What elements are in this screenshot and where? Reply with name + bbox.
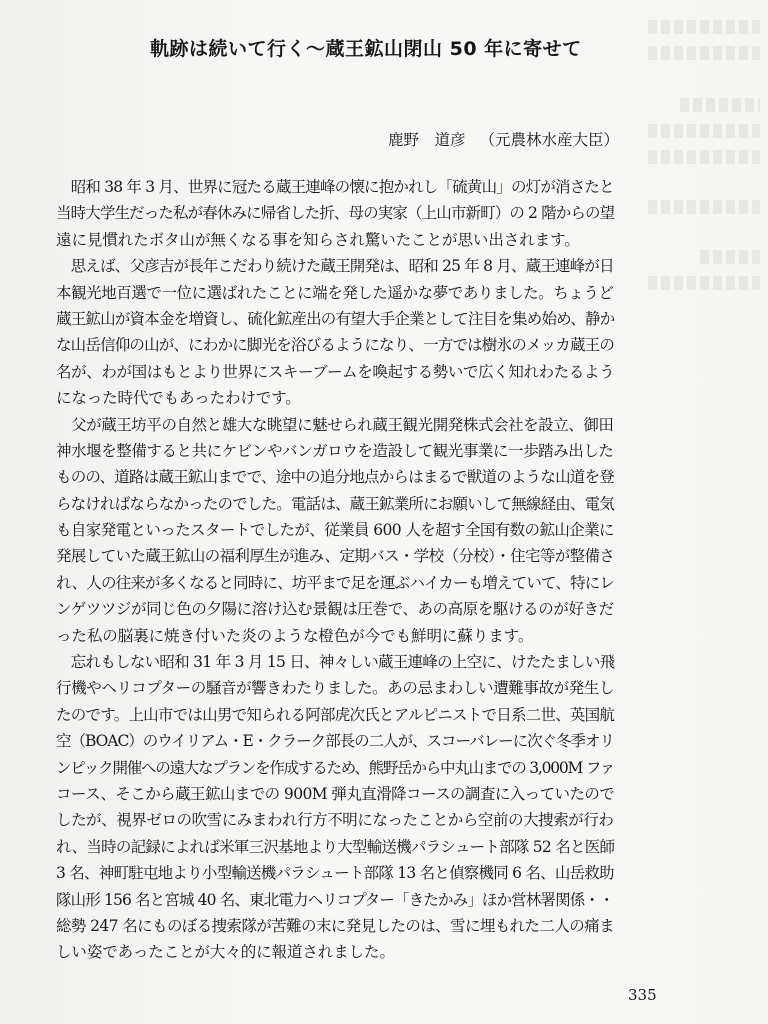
body-text-line: 本観光地百選で一位に選ばれたことに端を発した遥かな夢でありました。ちょうど xyxy=(56,283,614,302)
author-byline xyxy=(388,128,619,150)
body-text-line: 父が蔵王坊平の自然と雄大な眺望に魅せられ蔵王観光開発株式会社を設立、御田 xyxy=(56,415,614,434)
body-text-line: った私の脳裏に焼き付いた炎のような橙色が今でも鮮明に蘇ります。 xyxy=(56,626,534,645)
body-text-line: 行機やヘリコプターの騒音が響きわたりました。あの忌まわしい遭難事故が発生し xyxy=(56,679,615,698)
body-text-line: 遠に見慣れたボタ山が無くなる事を知らされ驚いたことが思い出されます。 xyxy=(56,230,580,249)
body-text-line: 空（BOAC）のウイリアム・E・クラーク部長の二人が、スコーバレーに次ぐ冬季オリ xyxy=(56,732,614,751)
bleed-through-mark xyxy=(680,98,760,112)
bleed-through-mark xyxy=(648,150,760,164)
article-body xyxy=(56,174,616,966)
author-name: 鹿野 道彦 xyxy=(388,131,466,149)
page-number: 335 xyxy=(628,986,657,1004)
body-text-line: れ、当時の記録によれば米軍三沢基地より大型輸送機パラシュート部隊 52 名と医師 xyxy=(56,837,615,856)
body-text-line: 当時大学生だった私が春休みに帰省した折、母の実家（上山市新町）の 2 階からの望 xyxy=(56,204,615,223)
body-text-line: 蔵王鉱山が資本金を増資し、硫化鉱産出の有望大手企業として注目を集め始め、静か xyxy=(56,309,615,328)
body-text-line: らなければならなかったのでした。電話は、蔵王鉱業所にお願いして無線経由、電気 xyxy=(56,494,615,513)
bleed-through-mark xyxy=(648,20,760,34)
body-text-line: ものの、道路は蔵王鉱山までで、途中の追分地点からはまるで獣道のような山道を登 xyxy=(56,468,614,487)
body-text-line: 忘れもしない昭和 31 年 3 月 15 日、神々しい蔵王連峰の上空に、けたたましい飛 xyxy=(56,653,615,672)
body-text-line: 3 名、神町駐屯地より小型輸送機パラシュート部隊 13 名と偵察機同 6 名、山岳救助 xyxy=(56,864,614,883)
body-text-line: 思えば、父彦吉が長年こだわり続けた蔵王開発は、昭和 25 年 8 月、蔵王連峰が日 xyxy=(56,257,614,276)
body-text-line: になった時代でもあったわけです。 xyxy=(56,389,301,408)
body-text-line: 昭和 38 年 3 月、世界に冠たる蔵王連峰の懐に抱かれし「硫黄山」の灯が消さたと xyxy=(56,178,614,196)
body-text-line: ンゲツツジが同じ色の夕陽に溶け込む景観は圧巻で、あの高原を駆けるのが好きだ xyxy=(56,600,614,619)
body-text-line: な山岳信仰の山が、にわかに脚光を浴びるようになり、一方では樹氷のメッカ蔵王の xyxy=(56,336,615,355)
body-text-line: 総勢 247 名にものぼる捜索隊が苦難の末に発見したのは、雪に埋もれた二人の痛ま xyxy=(56,916,614,935)
body-text-line: たのです。上山市では山男で知られる阿部虎次氏とアルピニストで日系二世、英国航 xyxy=(56,705,615,724)
bleed-through-mark xyxy=(700,250,760,264)
author-affiliation: （元農林水産大臣） xyxy=(479,131,620,149)
bleed-through-mark xyxy=(648,200,760,214)
body-text-line: 発展していた蔵王鉱山の福利厚生が進み、定期バス・学校（分校）・住宅等が整備さ xyxy=(56,547,615,566)
bleed-through-mark xyxy=(648,276,760,290)
body-text-line: しい姿であったことが大々的に報道されました。 xyxy=(56,943,395,962)
bleed-through-mark xyxy=(648,46,760,60)
bleed-through-mark xyxy=(648,124,760,138)
body-text-line: 隊山形 156 名と宮城 40 名、東北電力ヘリコプター「きたかみ」ほか営林署関係・・ xyxy=(56,890,614,909)
body-text-line: したが、視界ゼロの吹雪にみまわれ行方不明になったことから空前の大捜索が行わ xyxy=(56,811,614,830)
body-text-line: 名が、わが国はもとより世界にスキーブームを喚起する勢いで広く知れわたるよう xyxy=(56,362,615,381)
body-text-line: れ、人の往来が多くなると同時に、坊平まで足を運ぶハイカーも増えていて、特にレ xyxy=(56,573,615,592)
article-title: 軌跡は続いて行く〜蔵王鉱山閉山 50 年に寄せて xyxy=(150,38,582,60)
body-text-line: ンピック開催への遠大なプランを作成するため、熊野岳から中丸山までの 3,000M ファ xyxy=(56,758,615,777)
body-text-line: も自家発電といったスタートでしたが、従業員 600 人を超す全国有数の鉱山企業に xyxy=(56,521,614,540)
body-text-line: 神水堰を整備すると共にケビンやバンガロウを造設して観光事業に一歩踏み出した xyxy=(56,441,614,460)
body-text-line: コース、そこから蔵王鉱山までの 900M 弾丸直滑降コースの調査に入っていたので xyxy=(56,784,615,803)
